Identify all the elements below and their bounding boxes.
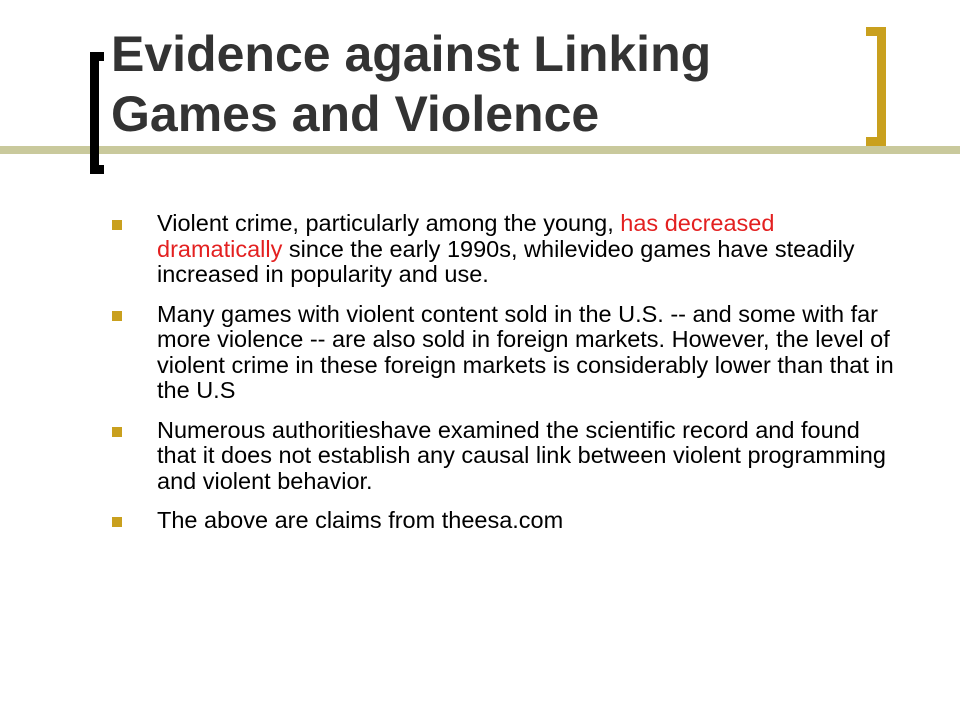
bullet-text-after: since the early 1990s, whilevideo games have steadily increased in popularity and use. <box>157 235 855 287</box>
slide-title-line-1: Evidence against Linking <box>111 26 712 82</box>
bullet-item <box>105 418 895 495</box>
bullet-text-before: Violent crime, particularly among the young, <box>157 210 621 236</box>
bullet-text-highlight: has decreased dramatically <box>157 210 775 262</box>
slide-title <box>111 24 871 144</box>
left-bracket-icon <box>90 52 104 174</box>
bullet-text: Numerous authoritieshave examined the scientific record and found that it does not establish any causal link between violent programming and violent behavior. <box>157 416 886 494</box>
square-bullet-icon <box>112 311 122 321</box>
square-bullet-icon <box>112 427 122 437</box>
bullet-text: Many games with violent content sold in the U.S. -- and some with far more violence -- are also sold in foreign markets. However, the level of violent crime in these foreign markets is considerably lower than that in the U.S <box>157 300 894 403</box>
bullet-text: The above are claims from theesa.com <box>157 507 564 533</box>
square-bullet-icon <box>112 517 122 527</box>
title-rule <box>0 146 960 154</box>
bullet-item <box>105 211 895 288</box>
slide-title-line-2: Games and Violence <box>111 86 600 142</box>
bullet-item <box>105 508 895 534</box>
bullet-list <box>105 211 895 548</box>
square-bullet-icon <box>112 220 122 230</box>
bullet-item <box>105 302 895 404</box>
